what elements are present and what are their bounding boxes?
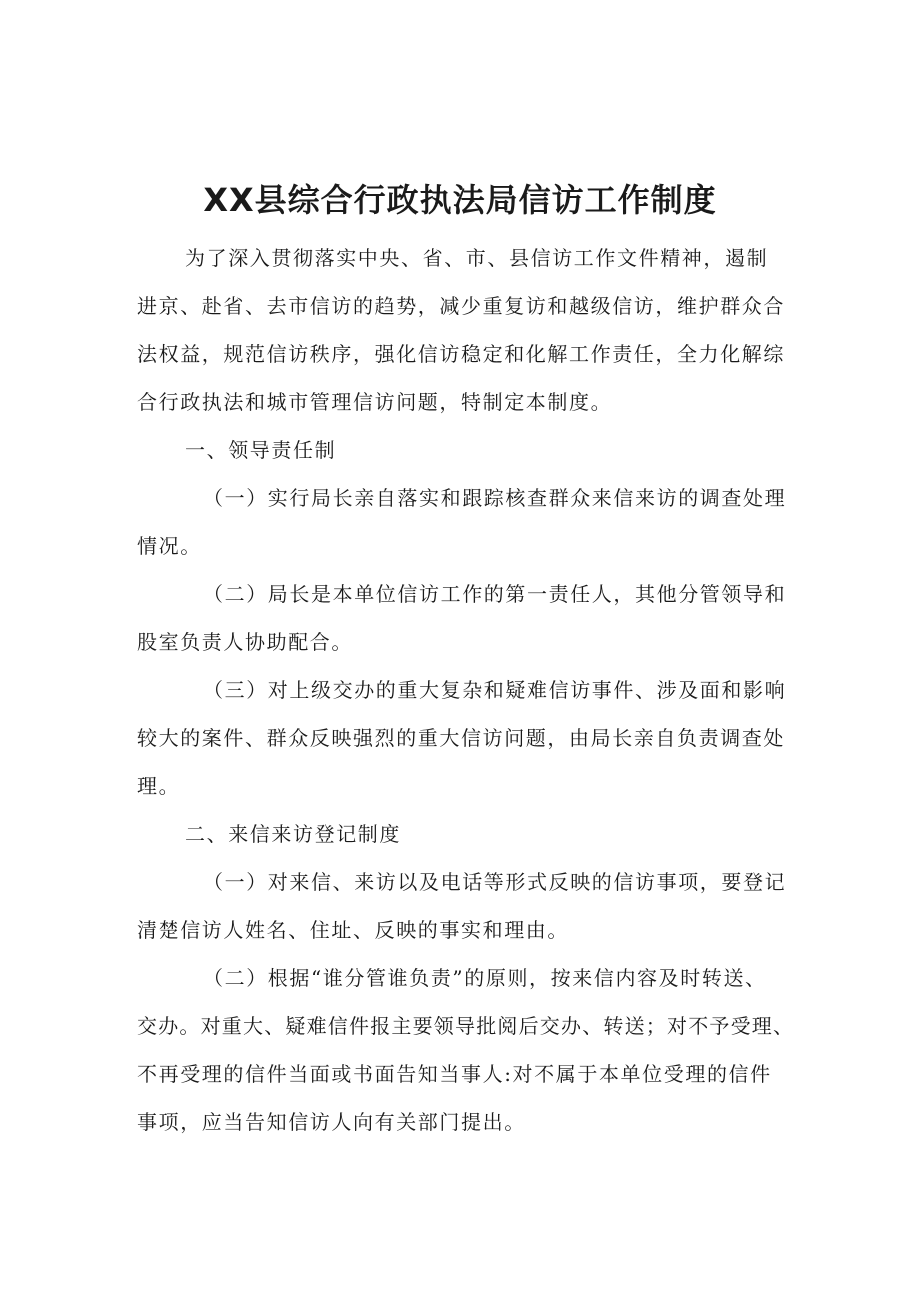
paragraph-line: （一）实行局长亲自落实和跟踪核查群众来信来访的调查处理 [203, 486, 787, 510]
paragraph-line: （二）根据“谁分管谁负责”的原则，按来信内容及时转送、 [203, 966, 767, 990]
paragraph-line: 情况。 [137, 534, 202, 558]
paragraph-line: 清楚信访人姓名、住址、反映的事实和理由。 [137, 918, 569, 942]
paragraph-line: 较大的案件、群众反映强烈的重大信访问题，由局长亲自负责调查处 [137, 726, 785, 750]
paragraph-line: （一）对来信、来访以及电话等形式反映的信访事项，要登记 [203, 870, 787, 894]
paragraph-line: 理。 [137, 774, 181, 798]
section-heading: 二、来信来访登记制度 [185, 822, 401, 846]
paragraph-line: 股室负责人协助配合。 [137, 630, 353, 654]
section-heading: 一、领导责任制 [185, 438, 337, 462]
page-title: XX县综合行政执法局信访工作制度 [203, 181, 717, 219]
intro-line-2: 进京、赴省、去市信访的趋势，减少重复访和越级信访，维护群众合 [137, 294, 785, 318]
intro-line-3: 法权益，规范信访秩序，强化信访稳定和化解工作责任，全力化解综 [137, 342, 785, 366]
intro-line-1: 为了深入贯彻落实中央、省、市、县信访工作文件精神，遏制 [185, 246, 769, 270]
paragraph-line: 事项，应当告知信访人向有关部门提出。 [137, 1110, 526, 1134]
paragraph-line: 不再受理的信件当面或书面告知当事人:对不属于本单位受理的信件 [137, 1062, 772, 1086]
paragraph-line: 交办。对重大、疑难信件报主要领导批阅后交办、转送；对不予受理、 [137, 1014, 795, 1038]
paragraph-line: （三）对上级交办的重大复杂和疑难信访事件、涉及面和影响 [203, 678, 787, 702]
paragraph-line: （二）局长是本单位信访工作的第一责任人，其他分管领导和 [203, 582, 787, 606]
intro-line-4: 合行政执法和城市管理信访问题，特制定本制度。 [137, 390, 613, 414]
